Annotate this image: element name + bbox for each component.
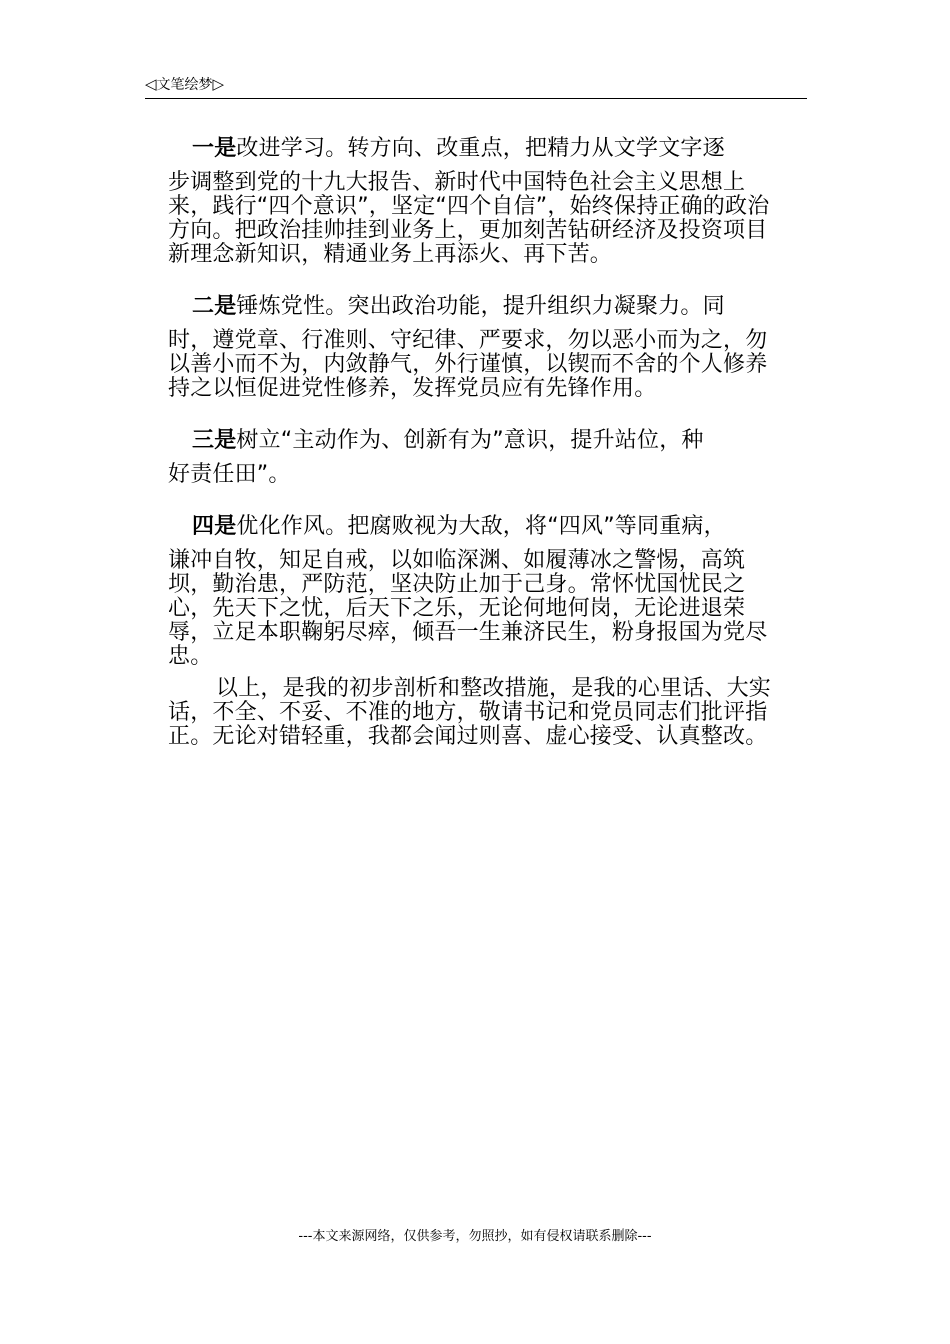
- closing-paragraph: 以上，是我的初步剖析和整改措施，是我的心里话、大实话，不全、不妥、不准的地方，敬请书记和党员同志们批评指正。无论对错轻重，我都会闻过则喜、虚心接受、认真整改。: [168, 676, 772, 749]
- section-body: 好责任田”。: [168, 462, 291, 487]
- section-first-line: [168, 509, 788, 545]
- section-first-line: [168, 131, 788, 167]
- section-label: 三是: [192, 428, 237, 453]
- page-header: [145, 74, 807, 99]
- section-first-text: 锤炼党性。突出政治功能，提升组织力凝聚力。同: [236, 294, 725, 319]
- section-label: 二是: [192, 294, 237, 319]
- section-body: 步调整到党的十九大报告、新时代中国特色社会主义思想上来，践行“四个意识”，坚定“四个自信”，始终保持正确的政治方向。把政治挂帅挂到业务上，更加刻苦钻研经济及投资项目新理念新知识，精通业务上再添火、再下苦。: [168, 170, 770, 267]
- section-3: [168, 423, 788, 487]
- section-first-line: [168, 289, 788, 325]
- section-1: [168, 131, 788, 267]
- section-label: 一是: [192, 136, 237, 161]
- section-2: [168, 289, 788, 401]
- section-body: 时，遵党章、行准则、守纪律、严要求，勿以恶小而为之，勿以善小而不为，内敛静气，外行谨慎，以锲而不舍的个人修养持之以恒促进党性修养，发挥党员应有先锋作用。: [168, 328, 768, 401]
- header-title: 文笔绘梦: [156, 77, 213, 93]
- right-triangle-icon: ▷: [212, 75, 225, 93]
- section-first-text: 树立“主动作为、创新有为”意识，提升站位，种: [236, 428, 704, 453]
- section-first-line: [168, 423, 788, 459]
- section-first-text: 优化作风。把腐败视为大敌，将“四风”等同重病，: [236, 514, 726, 539]
- section-label: 四是: [192, 514, 237, 539]
- document-body: [168, 131, 788, 749]
- left-triangle-icon: ◁: [145, 75, 157, 93]
- section-body: 谦冲自牧，知足自戒，以如临深渊、如履薄冰之警惕，高筑坝，勤治患，严防范，坚决防止加于己身。常怀忧国忧民之心，先天下之忧，后天下之乐，无论何地何岗，无论进退荣辱，立足本职鞠躬尽瘁，倾吾一生兼济民生，粉身报国为党尽忠。: [168, 548, 768, 669]
- page-footer: ---本文来源网络，仅供参考，勿照抄，如有侵权请联系删除---: [298, 1229, 652, 1244]
- section-4: [168, 509, 788, 669]
- section-first-text: 改进学习。转方向、改重点，把精力从文学文字逐: [236, 136, 725, 161]
